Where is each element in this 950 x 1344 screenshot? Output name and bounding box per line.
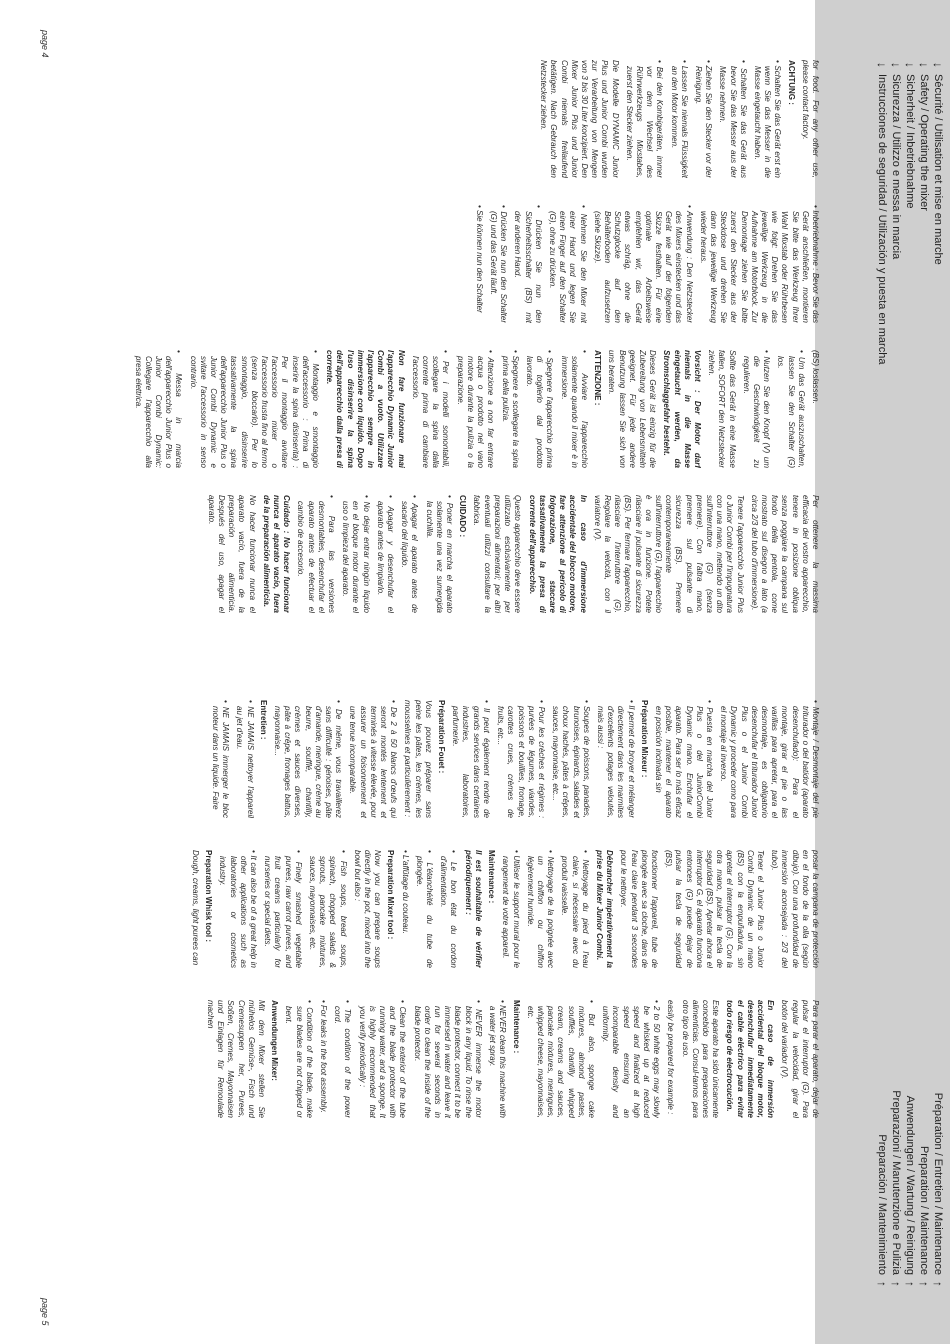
text-paragraph: • Bei den Kombigeräten, immer vor dem Wechsel des Rührwerkzeugs Mixstabes, zuerst den Stecker ziehen. — [624, 60, 665, 178]
section-heading: Preparation Mixer tool : — [386, 850, 396, 940]
header-right — [835, 649, 945, 1289]
text-paragraph: • Per i modelli somontabili, scollegare la spina dalla corrente prima di cambiare l'accessorio. — [410, 350, 451, 468]
header-text: Préparation / Entretien / Maintenance — [932, 1092, 944, 1275]
text-paragraph: • Attenzione a non far entrare acqua o prodotto nel vano motore durante la pulizia o la preparazione. — [455, 350, 496, 468]
text-paragraph: • Ziehen Sie den Stecker vor der Reinigung. — [693, 60, 714, 178]
text-paragraph: • No dejar entrar ningún liquido en el bloque motor durante el uso o limpieza del aparato. — [341, 495, 371, 613]
section-heading: Maintenance : — [511, 1000, 521, 1054]
text-paragraph: • Nettoyage de la poignée avec un chiffon ou chiffon légèrement humide. — [525, 850, 556, 968]
text-paragraph: • Fish soups, bread soups, spinach, chopped salads & sprouts, pancake mixtures, sauces, mayonnaises, etc. — [308, 850, 348, 968]
text-paragraph: • Apagar y desenchufar el aparato antes de limpiarlo. — [375, 495, 396, 613]
text-paragraph: Vous pouvez préparer sans peine les pâtes, les crèmes, les mousselines et particulièrement : — [403, 700, 433, 818]
header-line — [889, 649, 903, 1289]
text-paragraph: • Poner en marcha el aparato solamente una vez sumergida la cuchilla. — [424, 495, 455, 613]
header-text: Sicherheit / Inbetriebnahme — [904, 74, 916, 209]
text-paragraph: • Soupes de poissons, panades, brunoises, épinards, salades et choux hachés, pâtes à crêpes, sauces, mayonnaise, etc... — [551, 700, 591, 818]
text-paragraph: • Utiliser le support mural pour le rangement de votre appareil. — [501, 850, 521, 968]
text-column — [120, 495, 820, 613]
section-heading: ATTENZIONE : — [593, 350, 603, 406]
text-column — [120, 700, 820, 818]
text-paragraph: • Messa in marcia dell'apparecchio Junior Plus o Junior Combi Dynamic: Collegare l'apparecchio alla presa elettrica. — [133, 350, 184, 468]
text-paragraph: Sollte das Gerät in eine Masse fallen, SOFORT den Netzstecker ziehen. — [707, 350, 737, 468]
text-paragraph: • NE JAMAIS immerger le bloc moteur dans un liquide. Faire — [211, 700, 231, 818]
text-paragraph: • Um das Gerät auszuschalten, lassen Sie den Schalter (G) los. — [776, 350, 806, 468]
text-paragraph: • For leaks in the foot assembly. — [319, 1000, 329, 1113]
text-paragraph: • Nehmen Sie den Mixer mit einer Hand und legen Sie einen Finger auf den Schalter (G), ohne zu drücken. — [547, 205, 588, 323]
text-paragraph: • Anwendung : Den Netzstecker des Mixers einstecken und das Gerät wie auf der folgenden Skizze festhalten. Für eine optimale Arbeitsweise empfehlen wir, das Gerät etwas schräg, ohne die Schutzglocke auf den Behälterboden aufzusetzen (siehe Skizze). — [592, 205, 694, 323]
text-paragraph: • Il peut également rendre de grands services dans certaines industries, laboratoires, parfumerie. — [451, 700, 491, 818]
warning-paragraph: Vorsicht : Der Motor darf niemals in die Masse eingetaucht werden, da Stromschlaggefahr besteht. — [662, 350, 702, 468]
text-paragraph: • Le bon état du cordon d'alimentation. — [439, 850, 459, 968]
header-line — [875, 60, 889, 680]
section-heading: Entretien : — [258, 700, 268, 740]
warning-paragraph: Cuidado : No hacer funcionar nunca el aparato vacío, fuera de la preparación alimenticia. — [261, 495, 292, 613]
text-paragraph: fonctionner l'appareil, tube de plongée avec sa cloche, dans de l'eau claire pendant 3 secondes pour le nettoyer. — [619, 850, 659, 968]
section-heading: Anwendungen Mixer: — [270, 1000, 280, 1081]
text-paragraph: • NEVER immerse the motor block in any liquid. To rinse the blade protector, connect it to be immersed in water and leave it run for several seconds in order to clean the inside of the blade protector. — [412, 1000, 483, 1118]
header-line — [917, 60, 931, 680]
text-paragraph: (BS) loslassen. — [811, 350, 820, 404]
text-paragraph: • Condition of the blade, make sure blades are not chipped or bent. — [284, 1000, 314, 1118]
text-paragraph: Tenere l'apparecchio Junior Plus o Junior Combi per l'impugnatura con una mano, mettendo un dito sull'interruttore (G) (senza premere). Con l'altra mano, premere sul pulsante di sicurezza (BS). Premere contemporaneamente sull'interruttore (G), l'apparecchio è ora in funzione. Potete rilasciare il pulsante di sicurezza (BS). Per fermare l'apparecchio, rilasciare l'interruttore (G). Regolare la velocità, con il variatore (V). — [592, 495, 745, 613]
warning-paragraph: In caso d'immersione accidentale del blocco motore, fare attenzione al pericolo di folgorazione, staccare tassativamente la presa di corrente dell'apparecchio. — [527, 495, 588, 613]
arrow-down-icon: ↓ — [875, 62, 889, 68]
text-paragraph: Per ottenere la massima efficacia del vostro apparecchio, tenere in posizione obliqua senza poggiare la campana sul fondo della pentola, come mostrato sul disegno a lato (a circa 2/3 del tubo d'immersione). — [749, 495, 820, 613]
text-paragraph: Mit dem Mixer stellen Sie mühelos Gemüse-, Fisch und Cremesuppen her, Purees, Soßen, Cremes, Mayonnaisen und Einlagen für Remoulade machen — [206, 1000, 267, 1118]
text-paragraph: Dieses Gerät ist einzig für die Zubereitung von Lebensmitteln geeignet. Für jede andere Benutzung lassen Sie sich von uns beraten. — [607, 350, 658, 468]
header-text: Instrucciones de seguridad / Utilización y puesta en marcha — [876, 74, 888, 365]
text-paragraph: • Finely smashed vegetable purees, raw carrot purees, and fruit creams particularly for nurseries or special diets. — [263, 850, 303, 968]
header-line — [903, 60, 917, 680]
text-paragraph: • L'affûtage du couteau. — [400, 850, 410, 934]
section-heading: ACHTUNG : — [786, 60, 796, 105]
text-paragraph: • Il permet de broyer et mélanger directement dans les marmites d'excellents potages veloutés, mais aussi : — [595, 700, 636, 818]
text-paragraph: • Montaje / Desmontaje del pie triturador o del batidor (aparato desenchufado): Para el montaje, girar el pie o las varillas para apretar, para el desmontaje, es obligatorio desenchufar el triturador Junior Plus o el Junior Combi Dynamic y proceder como para el montaje al inverso. — [719, 700, 820, 818]
text-paragraph: • De 2 à 50 blancs d'œufs qui seront montés lentement et terminés à vitesse élevée, pour assurer un foisonnement et une tenue incomparable. — [348, 700, 399, 818]
text-paragraph: • Para las versiones desmontables, desenchufar el aparato antes de efectuar el cambio de accesorio. — [296, 495, 337, 613]
arrow-down-icon: ↓ — [889, 62, 903, 68]
text-paragraph: Para parar el aparato, dejar de pulsar el interruptor (G). Para regular la velocidad, girar el botón del variador (V). — [780, 1000, 820, 1118]
warning-paragraph: Débrancher impérativement la prise du Mixer Junior Combi. — [594, 850, 615, 968]
text-paragraph: • De même, vous travaillerez sans difficulté : génoises, pâte d'amande, meringue, crème au beurre, soufflé, chantilly, crèmes et sauces diverses, pâte à crêpe, fromages battus, mayonnaise... — [273, 700, 344, 818]
header-text: Anwendungen / Wartung / Reinigung — [904, 1095, 916, 1275]
text-column — [120, 1000, 820, 1118]
header-line — [931, 649, 945, 1289]
header-text: Preparación / Mantenimiento — [876, 1134, 888, 1275]
warning-paragraph: Il est souhaitable de vérifier périodiquement : — [463, 850, 483, 968]
arrow-up-icon: ↑ — [903, 1281, 917, 1287]
text-paragraph: • Clean the exterior of the tube and the blade protector with running water, and a sponge. It is highly recommended that you verify periodically : — [357, 1000, 408, 1118]
section-heading: Préparation Mixeur : — [639, 700, 649, 778]
text-paragraph: • Spegnere e scollegare la spina prima della pulizia. — [500, 350, 520, 468]
header-line — [875, 649, 889, 1289]
section-heading: CUIDADO : — [458, 495, 468, 538]
header-text: Preparazioni / Manutenzione e Pulizia — [890, 1090, 902, 1275]
text-paragraph: • Spegnere l'apparecchio prima di toglierlo dal prodotto lavorato. — [524, 350, 555, 468]
text-paragraph: • Puesta en marcha del Junior Plus o del JuniorCombi Dynamic mano. Enchufar el aparato. Para ser lo más eficaz posible, mantener el aparato en posición inclinada sin — [653, 700, 714, 818]
arrow-down-icon: ↓ — [903, 62, 917, 68]
section-heading: Préparation Fouet : — [437, 700, 447, 774]
header-left — [835, 60, 945, 680]
warning-paragraph: Non fare funzionare mai l'apparecchio Dynamic Junior Combi a vuoto. Utilizzare l'apparecchio sempre in immersione con liquido. Dopo l'uso disinserire la spina dell'apparecchio dalla presa di corrente. — [325, 350, 406, 468]
text-paragraph: • Sie können nun den Schalter — [474, 205, 484, 313]
header-line — [917, 649, 931, 1289]
page-number-right: page 5 — [40, 1298, 50, 1326]
text-paragraph: • Avviare l'apparecchio solamente quando il mixer è in immersione. — [559, 350, 589, 468]
arrow-up-icon: ↑ — [889, 1281, 903, 1287]
text-paragraph: • Drücken Sie nun den Schalter (G) und das Gerät läuft. — [488, 205, 509, 323]
left-page-text — [120, 60, 820, 640]
text-paragraph: posar la campana de protección en el fondo de la olla (según dibujo). Con una profundidad de inmersión aconsejada : 2/3 del tubo). — [770, 850, 820, 968]
text-paragraph: • It can also be of a great help in other applications such as laboratories or cosmetics industry. — [218, 850, 259, 968]
text-paragraph: Este aparato ha sido únicamente concebido para preparaciones alimenticias. Consul-tarnos para otro tipo de uso. — [680, 1000, 721, 1118]
header-text: Sicurezza / Utilizzo e messa in marcia — [890, 74, 902, 260]
arrow-up-icon: ↑ — [917, 1281, 931, 1287]
text-paragraph: Die Modelle DYNAMIC Junior Plus und Junior Combi wurden zur Verarbeitung von Mengen von 3 bis 30 Liter konzipiert. Den Mixer Junior Plus und Junior Combi niemals freilaufend betätigen. Nach Gebrauch den Netzstecker ziehen. — [539, 60, 620, 178]
header-line — [903, 649, 917, 1289]
text-paragraph: for food. For any other use, please contact factory. — [800, 60, 820, 178]
text-paragraph: Tener el Junior Plus o Junior Combi Dynamic de un mano (BS) con la empuñadura, sin apretar el interruptor (G). Con la otra mano, pulsar la tecla de seguridad (BS). Apretar ahora el interruptor G, el aparato funciona entonces (G) puede dejar de pulsar la tecla de seguridad (BS). — [664, 850, 765, 968]
text-paragraph: • L'étanchéité du tube de plongée. — [414, 850, 435, 968]
page-number-left: page 4 — [40, 30, 50, 58]
text-paragraph: No hacer funcionar nunca el aparato vacío, fuera de la preparación alimenticia. Después del uso, apagar el aparato. — [206, 495, 257, 613]
text-paragraph: • Inbetriebnahme : Bevor Sie das Gerät anschließen, montieren Sie bitte das Werkzeug Ihrer Wahl Mixstab oder Rührbesen wie folgt: Drehen Sie das jeweilige Werkzeug in die Aufnahme am Motorblock. Zur Demontage ziehen Sie bitte zuerst den Stecker aus der Steckdose und drehen Sie dann das jeweilige Werkzeug wieder heraus. — [698, 205, 820, 323]
text-paragraph: • NE JAMAIS nettoyer l'appareil au jet d'eau. — [235, 700, 255, 818]
text-column — [120, 850, 820, 968]
text-column — [120, 60, 820, 178]
text-paragraph: • Nutzen Sie den Knopf (V) um die Geschwindigkeit zu regulieren. — [741, 350, 772, 468]
warning-paragraph: En caso de inmersión accidental del bloque motor, desenchufar inmediatamente el cable eléctrico para evitar todo riesgo de electrocución. — [725, 1000, 776, 1118]
text-paragraph: • Montaggio e smontaggio dell'accessorio : Prima di inserire la spina disinserita) : Per il montaggio avvitare l'accessorio mixer o l'accessorio frusta fino al fermo (senza bloccarlo). Per lo smontaggio, disinserire tassativamente la spina dell'apparecchio Junior Plus o Junior Combi Dynamic e svitare l'accessorio in senso contrario. — [188, 350, 321, 468]
text-paragraph: • Pour les crèches et régimes : purées de légumes, viandes, poissons et bouillies, fromage, carottes crues, crèmes de fruits, etc... — [496, 700, 546, 818]
text-paragraph: • NEVER clean this machine with a water jet spray. — [488, 1000, 508, 1118]
section-heading: Preparation Whisk tool : — [204, 850, 214, 943]
header-text: Preparation / Maintenance — [918, 1145, 930, 1275]
text-paragraph: • Lassen Sie niemals Flüssigkeit an den Motor kommen. — [669, 60, 689, 178]
arrow-up-icon: ↑ — [875, 1281, 889, 1287]
text-paragraph: Questo apparecchio deve essere utilizzato esclusivamente per preparazioni alimentari; per altri eventuali utilizzi consultare la fabbrica. — [472, 495, 523, 613]
text-column — [120, 205, 820, 323]
arrow-up-icon: ↑ — [931, 1281, 945, 1287]
right-page-text — [120, 700, 820, 1140]
header-text: Safety / Operating the mixer — [918, 74, 930, 211]
text-paragraph: easily be prepared for example : — [666, 1000, 676, 1115]
text-paragraph: • Schalten Sie das Gerät erst ein wenn Sie das Messer in die Masse eingetaucht haben. — [752, 60, 783, 178]
arrow-down-icon: ↓ — [917, 62, 931, 68]
text-paragraph: • Drücken Sie nun den Sicherheitsschalter (BS) mit der anderen Hand. — [513, 205, 543, 323]
header-line — [931, 60, 945, 680]
text-column — [120, 350, 820, 468]
text-paragraph: • Apagar el aparato antes de sacarlo del líquido. — [400, 495, 420, 613]
text-paragraph: Now you can prepare soups directly in the pot, mixed into the bowl but also : — [352, 850, 383, 968]
text-paragraph: • But also, sponge cake mixtures, almond pastes, soufflés, chantilly whipped cream, creams and sauces, pancake mixtures, meringues, whipped cheese, mayonnaises, etc. — [525, 1000, 596, 1118]
text-paragraph: • Nettoyage du pied à l'eau claire, si nécessaire avec du produit vaisselle. — [560, 850, 590, 968]
section-heading: Maintenance : — [487, 850, 497, 904]
text-paragraph: • The condition of the power cord. — [333, 1000, 353, 1118]
header-text: Sécurité / Utilisation et mise en marche — [932, 74, 944, 265]
text-paragraph: • Schalten Sie das Gerät aus bevor Sie das Messer aus der Masse nehmen. — [718, 60, 748, 178]
header-line — [889, 60, 903, 680]
text-paragraph: Dough, creams, light purees can — [191, 850, 201, 966]
text-paragraph: • 2 to 50 white eggs may slowly be whisked up at reduced speed and finalized at high speed ensuring an incomparable density and uniformity. — [601, 1000, 662, 1118]
arrow-down-icon: ↓ — [931, 62, 945, 68]
